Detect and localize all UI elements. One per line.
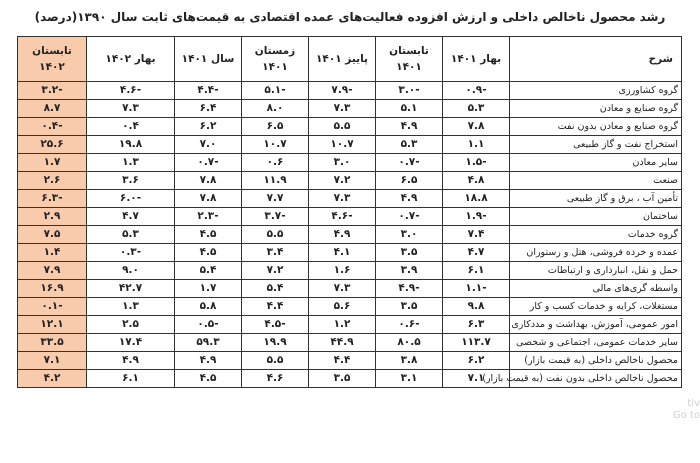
table-cell: ۱۰.۷ [309, 136, 376, 154]
table-cell: ۱.۳ [87, 298, 175, 316]
watermark-line-1: tiv [687, 398, 700, 409]
table-cell: ۴.۴ [242, 298, 309, 316]
table-cell: ۴.۵ [175, 226, 242, 244]
table-cell: -۰.۶ [376, 316, 443, 334]
table-cell: -۰.۷ [175, 154, 242, 172]
table-cell: ۷.۲ [309, 172, 376, 190]
table-row [18, 244, 682, 262]
col-header-winter-1401: زمستان ۱۴۰۱ [242, 37, 309, 82]
table-cell: ۴.۶ [242, 370, 309, 388]
table-cell: -۵.۱ [242, 82, 309, 100]
table-row [18, 154, 682, 172]
table-cell: -۴.۵ [242, 316, 309, 334]
table-cell: -۰.۹ [443, 82, 510, 100]
table-body [18, 82, 682, 388]
table-cell: ۷.۸ [443, 118, 510, 136]
table-cell: ۷.۱ [443, 370, 510, 388]
row-label: امور عمومی، آموزش، بهداشت و مددکاری [510, 316, 682, 334]
col-header-year-1401: سال ۱۴۰۱ [175, 37, 242, 82]
table-cell: -۰.۱ [18, 298, 87, 316]
row-label: حمل و نقل، انبارداری و ارتباطات [510, 262, 682, 280]
table-cell: ۵.۳ [87, 226, 175, 244]
table-cell: ۷.۲ [242, 262, 309, 280]
table-cell: ۱.۷ [18, 154, 87, 172]
table-cell: -۰.۵ [175, 316, 242, 334]
col-header-autumn-1401: پاییز ۱۴۰۱ [309, 37, 376, 82]
table-cell: ۳.۹ [376, 262, 443, 280]
table-cell: ۷.۳ [309, 100, 376, 118]
table-cell: ۶.۵ [242, 118, 309, 136]
table-cell: ۶.۳ [443, 316, 510, 334]
table-cell: ۱۹.۹ [242, 334, 309, 352]
row-label: محصول ناخالص داخلی بدون نفت (به قیمت بازار) [510, 370, 682, 388]
table-cell: -۱.۹ [443, 208, 510, 226]
table-cell: ۶.۴ [175, 100, 242, 118]
table-cell: ۳.۰ [376, 226, 443, 244]
table-row [18, 118, 682, 136]
table-cell: ۷.۸ [175, 172, 242, 190]
table-row [18, 262, 682, 280]
table-cell: ۱۶.۹ [18, 280, 87, 298]
table-cell: -۳.۰ [376, 82, 443, 100]
table-title: رشد محصول ناخالص داخلی و ارزش افزوده فعالیت‌های عمده اقتصادی به قیمت‌های ثابت سال ۱۳۹۰(درصد) [34, 10, 666, 24]
table-cell: ۳.۸ [376, 352, 443, 370]
table-cell: ۵.۸ [175, 298, 242, 316]
table-row [18, 316, 682, 334]
table-row [18, 352, 682, 370]
table-row [18, 226, 682, 244]
table-cell: ۱.۲ [309, 316, 376, 334]
table-cell: ۷.۳ [309, 280, 376, 298]
table-cell: -۶.۰ [87, 190, 175, 208]
table-cell: -۶.۳ [18, 190, 87, 208]
table-cell: -۲.۳ [175, 208, 242, 226]
row-label: عمده و خرده فروشی، هتل و رستوران [510, 244, 682, 262]
table-cell: ۷.۰ [175, 136, 242, 154]
table-cell: -۱.۵ [443, 154, 510, 172]
table-cell: -۳.۲ [18, 82, 87, 100]
table-cell: -۴.۹ [376, 280, 443, 298]
table-row [18, 136, 682, 154]
table-cell: ۳۳.۵ [18, 334, 87, 352]
table-cell: ۰.۴ [87, 118, 175, 136]
table-cell: ۳.۴ [242, 244, 309, 262]
table-cell: ۱.۱ [443, 136, 510, 154]
col-header-summer-1401: تابستان ۱۴۰۱ [376, 37, 443, 82]
table-cell: ۴۲.۷ [87, 280, 175, 298]
table-cell: -۰.۳ [87, 244, 175, 262]
table-cell: -۰.۴ [18, 118, 87, 136]
col-header-spring-1402: بهار ۱۴۰۲ [87, 37, 175, 82]
table-cell: ۴۴.۹ [309, 334, 376, 352]
table-cell: ۷.۴ [443, 226, 510, 244]
table-cell: ۶.۲ [175, 118, 242, 136]
watermark-line-2: Go to [672, 410, 700, 421]
row-label: سایر معادن [510, 154, 682, 172]
table-cell: -۴.۶ [309, 208, 376, 226]
table-cell: ۵۹.۳ [175, 334, 242, 352]
table-cell: ۱۱.۹ [242, 172, 309, 190]
table-cell: ۴.۹ [175, 352, 242, 370]
table-cell: ۲.۹ [18, 208, 87, 226]
table-cell: ۱۰.۷ [242, 136, 309, 154]
table-row [18, 190, 682, 208]
row-label: گروه صنایع و معادن بدون نفت [510, 118, 682, 136]
table-cell: ۴.۹ [376, 190, 443, 208]
table-row [18, 280, 682, 298]
row-label: گروه خدمات [510, 226, 682, 244]
row-label: سایر خدمات عمومی، اجتماعی و شخصی [510, 334, 682, 352]
table-cell: ۸۰.۵ [376, 334, 443, 352]
table-row [18, 82, 682, 100]
table-cell: ۹.۸ [443, 298, 510, 316]
table-cell: ۳.۱ [376, 370, 443, 388]
table-cell: ۱.۴ [18, 244, 87, 262]
table-cell: ۵.۱ [376, 100, 443, 118]
row-label: واسطه گری‌های مالی [510, 280, 682, 298]
table-cell: ۱.۳ [87, 154, 175, 172]
table-cell: ۰.۶ [242, 154, 309, 172]
row-label: صنعت [510, 172, 682, 190]
table-cell: ۶.۵ [376, 172, 443, 190]
row-label: تأمین آب ، برق و گاز طبیعی [510, 190, 682, 208]
table-cell: ۵.۶ [309, 298, 376, 316]
table-cell: -۳.۷ [242, 208, 309, 226]
table-cell: ۷.۸ [175, 190, 242, 208]
table-cell: -۰.۷ [376, 154, 443, 172]
table-cell: ۱۷.۴ [87, 334, 175, 352]
table-cell: ۴.۹ [376, 118, 443, 136]
table-cell: -۱.۱ [443, 280, 510, 298]
table-cell: ۸.۰ [242, 100, 309, 118]
table-cell: -۷.۹ [309, 82, 376, 100]
table-cell: ۶.۱ [443, 262, 510, 280]
table-cell: ۹.۰ [87, 262, 175, 280]
table-row [18, 334, 682, 352]
table-cell: ۴.۵ [175, 370, 242, 388]
table-row [18, 208, 682, 226]
table-cell: ۱۸.۸ [443, 190, 510, 208]
table-cell: ۳.۶ [87, 172, 175, 190]
table-cell: ۴.۹ [87, 352, 175, 370]
table-cell: ۷.۹ [18, 262, 87, 280]
header-row [18, 37, 682, 82]
table-cell: ۵.۳ [443, 100, 510, 118]
table-cell: ۱۱۳.۷ [443, 334, 510, 352]
table-row [18, 100, 682, 118]
table-cell: ۳.۵ [376, 244, 443, 262]
col-header-spring-1401: بهار ۱۴۰۱ [443, 37, 510, 82]
table-cell: ۵.۴ [242, 280, 309, 298]
activation-watermark [673, 398, 700, 422]
growth-table [17, 36, 682, 388]
table-cell: ۷.۵ [18, 226, 87, 244]
table-cell: -۴.۶ [87, 82, 175, 100]
table-cell: ۴.۵ [175, 244, 242, 262]
table-cell: ۷.۳ [87, 100, 175, 118]
row-label: گروه کشاورزی [510, 82, 682, 100]
table-cell: ۲.۶ [18, 172, 87, 190]
table-cell: ۱.۶ [309, 262, 376, 280]
table-cell: ۷.۷ [242, 190, 309, 208]
table-cell: ۳.۵ [309, 370, 376, 388]
table-cell: ۱۲.۱ [18, 316, 87, 334]
table-cell: ۳.۰ [309, 154, 376, 172]
table-cell: ۳.۵ [376, 298, 443, 316]
table-cell: ۴.۱ [309, 244, 376, 262]
table-cell: ۴.۸ [443, 172, 510, 190]
table-cell: ۶.۲ [443, 352, 510, 370]
table-cell: ۵.۵ [242, 226, 309, 244]
table-cell: ۷.۱ [18, 352, 87, 370]
table-cell: ۷.۳ [309, 190, 376, 208]
table-cell: ۵.۴ [175, 262, 242, 280]
row-label: مستغلات، کرایه و خدمات کسب و کار [510, 298, 682, 316]
table-cell: ۴.۷ [87, 208, 175, 226]
table-cell: ۴.۴ [309, 352, 376, 370]
table-cell: ۴.۷ [443, 244, 510, 262]
col-header-description: شرح [510, 37, 682, 82]
table-cell: ۵.۳ [376, 136, 443, 154]
row-label: ساختمان [510, 208, 682, 226]
row-label: استخراج نفت و گاز طبیعی [510, 136, 682, 154]
table-cell: ۴.۲ [18, 370, 87, 388]
table-cell: ۱۹.۸ [87, 136, 175, 154]
table-row [18, 370, 682, 388]
table-row [18, 172, 682, 190]
table-cell: ۸.۷ [18, 100, 87, 118]
table-cell: ۱.۷ [175, 280, 242, 298]
col-header-summer-1402: تابستان ۱۴۰۲ [18, 37, 87, 82]
table-cell: ۶.۱ [87, 370, 175, 388]
row-label: محصول ناخالص داخلی (به قیمت بازار) [510, 352, 682, 370]
table-row [18, 298, 682, 316]
table-cell: ۵.۵ [242, 352, 309, 370]
row-label: گروه صنایع و معادن [510, 100, 682, 118]
table-cell: ۵.۵ [309, 118, 376, 136]
table-cell: -۴.۴ [175, 82, 242, 100]
table-cell: ۴.۹ [309, 226, 376, 244]
table-cell: ۲.۵ [87, 316, 175, 334]
table-cell: ۲۵.۶ [18, 136, 87, 154]
table-cell: -۰.۷ [376, 208, 443, 226]
